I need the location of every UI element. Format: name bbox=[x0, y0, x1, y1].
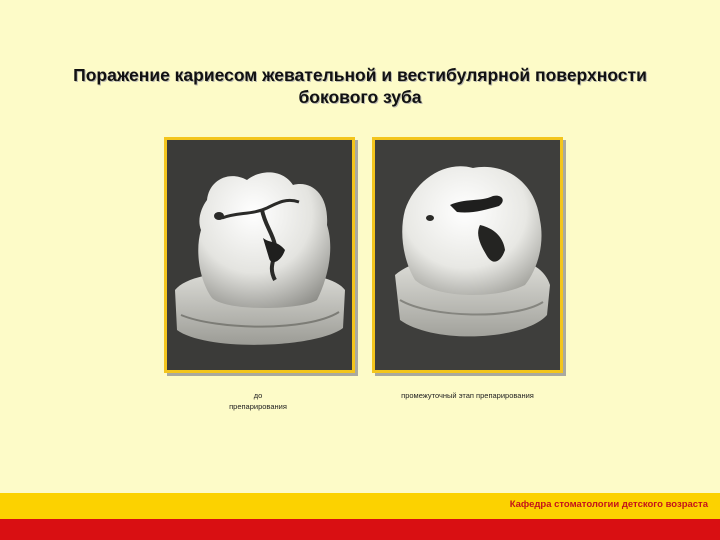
slide-title bbox=[20, 64, 700, 108]
title-line-2: бокового зуба bbox=[298, 87, 422, 107]
tooth-illustration-intermediate bbox=[375, 140, 560, 370]
caption-before bbox=[213, 390, 303, 412]
caption-before-line-2: препарирования bbox=[229, 402, 287, 411]
department-label: Кафедра стоматологии детского возраста bbox=[509, 499, 708, 510]
tooth-photo-before bbox=[164, 137, 355, 373]
caption-before-line-1: до bbox=[253, 391, 263, 400]
tooth-photo-intermediate bbox=[372, 137, 563, 373]
title-line-1: Поражение кариесом жевательной и вестибулярной поверхности bbox=[73, 65, 647, 85]
footer-band-red bbox=[0, 519, 720, 540]
tooth-illustration-before bbox=[167, 140, 352, 370]
caption-intermediate: промежуточный этап препарирования bbox=[401, 391, 534, 400]
